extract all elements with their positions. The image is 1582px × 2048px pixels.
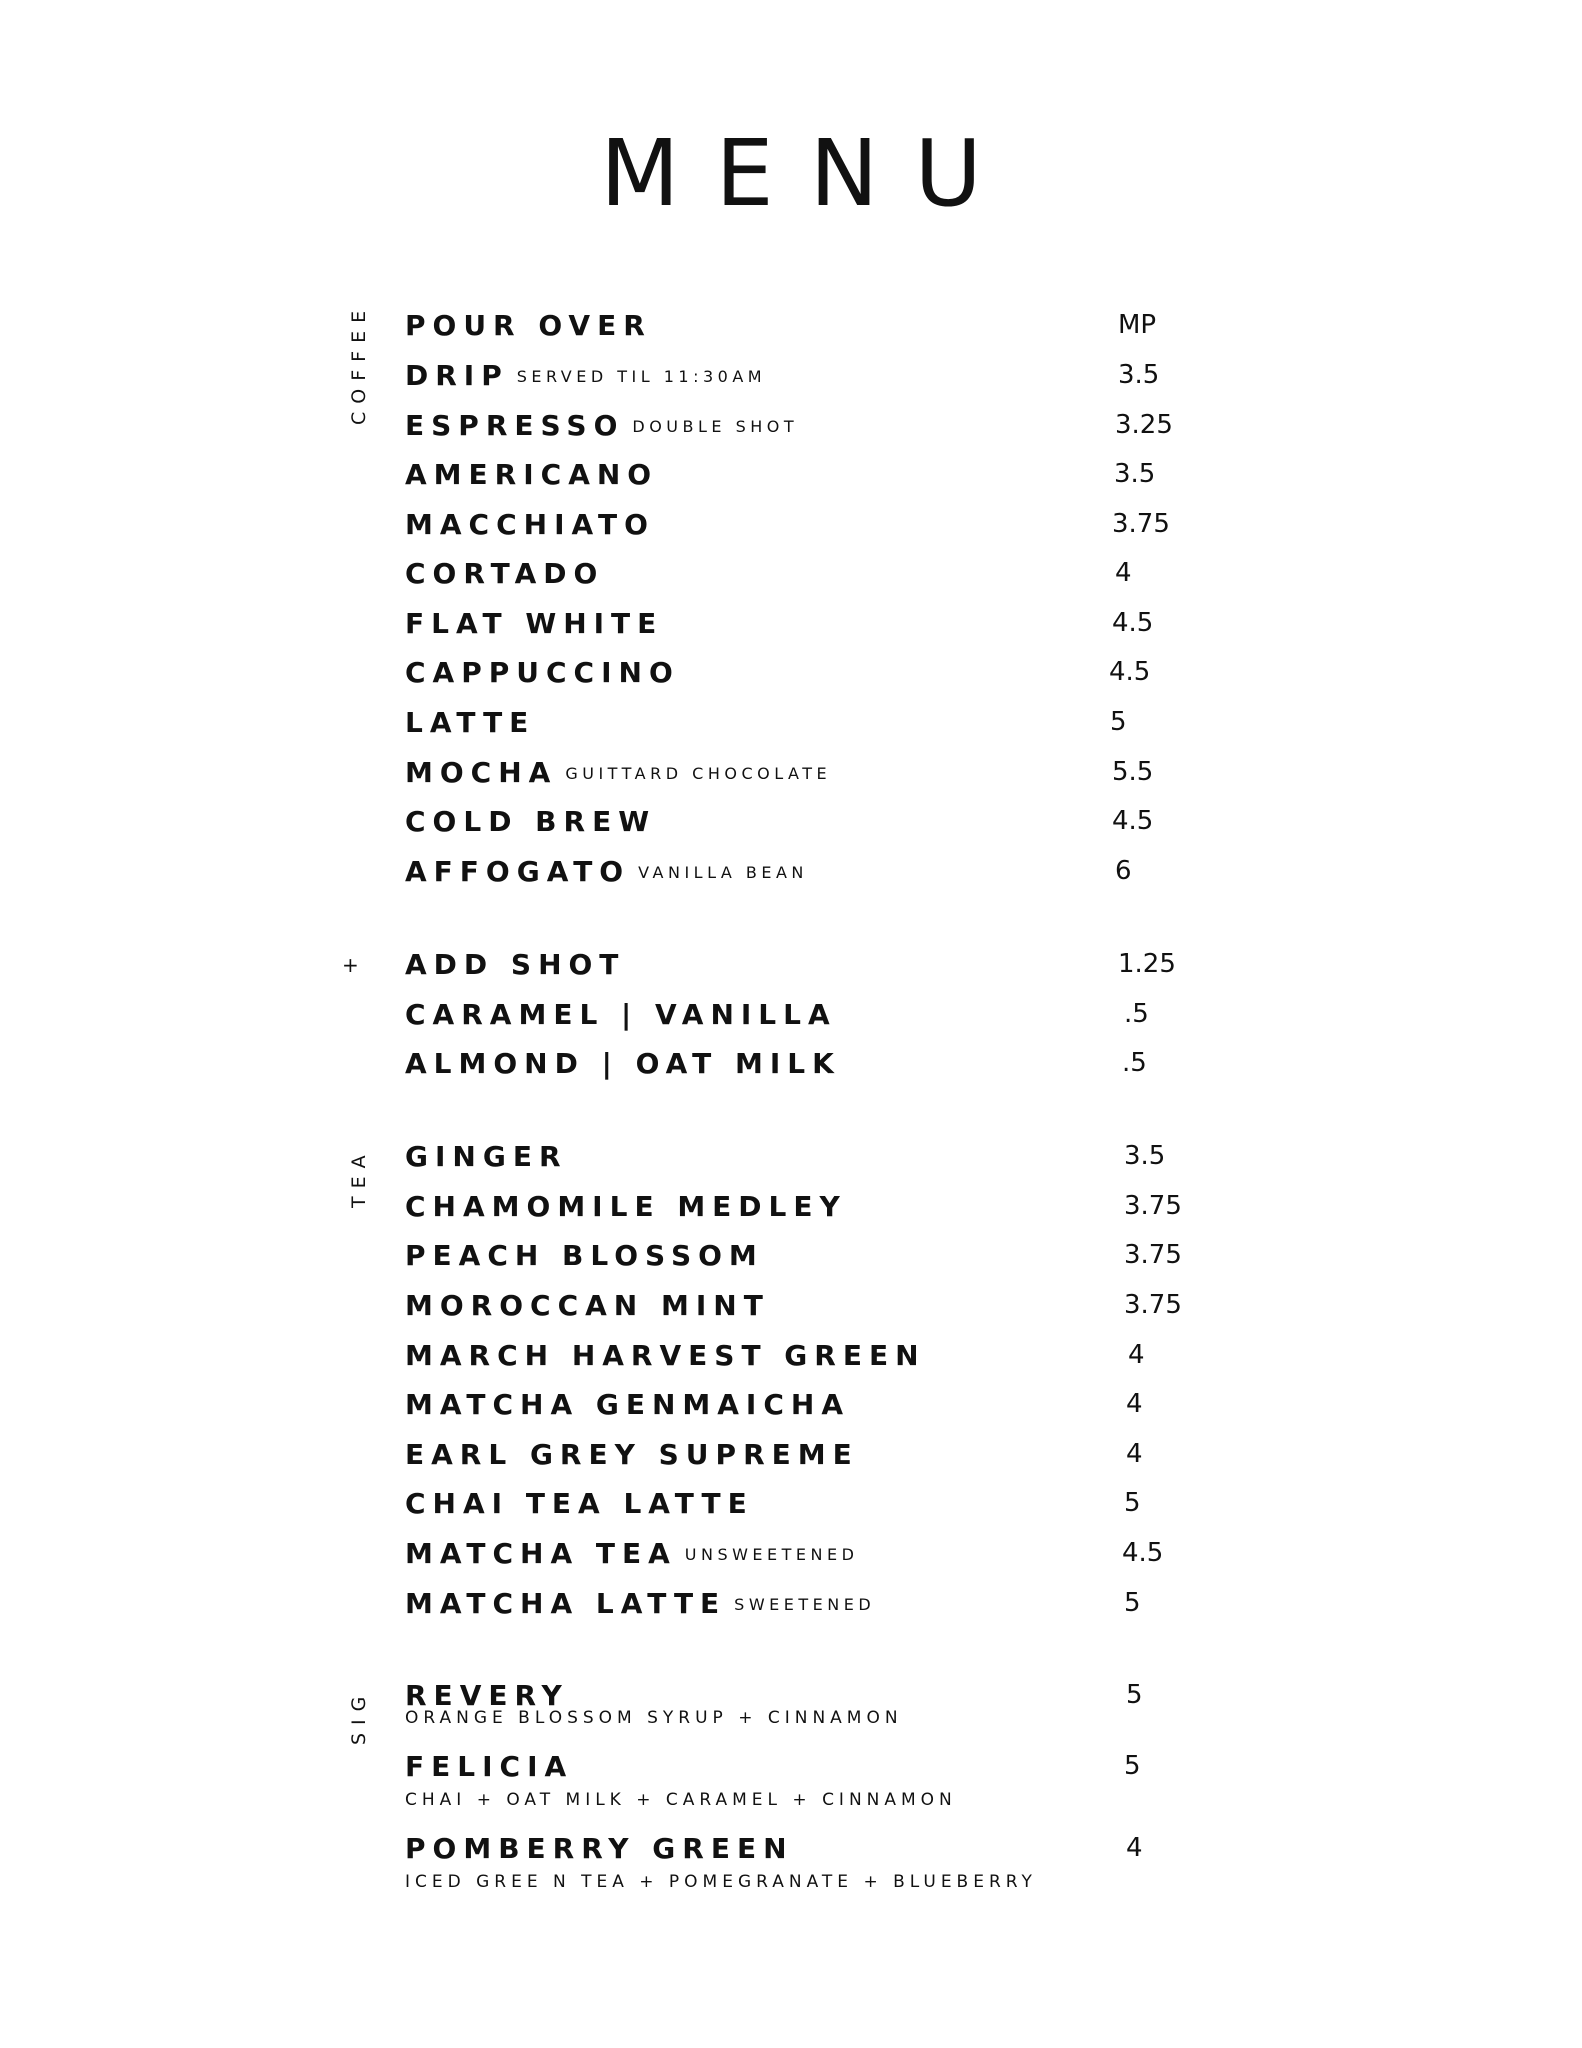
item-name: CAPPUCCINO [405,656,680,689]
item-name: DRIP [405,359,509,392]
item-note: GUITTARD CHOCOLATE [565,764,832,783]
item-price: 3.5 [1114,459,1156,489]
item-name: MARCH HARVEST GREEN [405,1339,926,1372]
menu-item [405,409,1405,452]
item-price: 4 [1126,1439,1143,1469]
item-name: CARAMEL | VANILLA [405,998,837,1031]
menu-item [405,998,1405,1041]
item-name: MATCHA GENMAICHA [405,1388,851,1421]
item-name: FLAT WHITE [405,607,664,640]
item-price: 6 [1115,856,1132,886]
menu-item [405,656,1405,699]
item-name: CHAI TEA LATTE [405,1487,754,1520]
item-price: 5 [1124,1488,1141,1518]
item-note: VANILLA BEAN [638,863,808,882]
item-price: 5 [1124,1751,1141,1781]
menu-item [405,1750,1405,1813]
item-price: 5 [1126,1680,1143,1710]
signature-section-label: SIG [348,1688,370,1745]
item-name: POUR OVER [405,309,652,342]
item-price: 4.5 [1122,1538,1164,1568]
menu-item [405,1537,1405,1580]
item-description: ICED GREE N TEA + POMEGRANATE + BLUEBERRY [405,1872,1037,1892]
item-note: DOUBLE SHOT [632,417,799,436]
item-name: MACCHIATO [405,508,655,541]
item-price: 3.75 [1124,1191,1182,1221]
item-name: CHAMOMILE MEDLEY [405,1190,847,1223]
item-name: AMERICANO [405,458,659,491]
coffee-section-label: COFFEE [348,302,370,425]
tea-section-label: TEA [348,1147,370,1208]
item-name: LATTE [405,706,536,739]
item-price: 5.5 [1112,757,1154,787]
item-description: CHAI + OAT MILK + CARAMEL + CINNAMON [405,1790,957,1810]
menu-item [405,607,1405,650]
item-name: COLD BREW [405,805,657,838]
menu-item [405,1239,1405,1282]
item-price: 4 [1115,558,1132,588]
item-note: UNSWEETENED [684,1545,859,1564]
menu-item [405,1140,1405,1183]
menu-item [405,458,1405,501]
item-name: MOROCCAN MINT [405,1289,770,1322]
menu-item [405,855,1405,898]
menu-item [405,1289,1405,1332]
item-note: SWEETENED [734,1595,876,1614]
item-price: 3.5 [1118,360,1160,390]
menu-item [405,1339,1405,1382]
menu-item [405,1438,1405,1481]
item-note: SERVED TIL 11:30AM [516,367,767,386]
item-price: 3.5 [1124,1141,1166,1171]
item-name: FELICIA [405,1750,574,1783]
item-price: 5 [1110,707,1127,737]
item-price: 3.25 [1115,410,1173,440]
item-name: GINGER [405,1140,568,1173]
item-price: .5 [1124,999,1149,1029]
menu-item [405,309,1405,352]
menu-item [405,1832,1405,1895]
item-name: MATCHA LATTE [405,1587,727,1620]
item-price: 3.75 [1112,509,1170,539]
item-price: 4 [1128,1340,1145,1370]
menu-item [405,805,1405,848]
menu-item [405,756,1405,799]
addons-section-label: + [342,953,359,977]
item-price: 4 [1126,1389,1143,1419]
item-name: CORTADO [405,557,605,590]
menu-item [405,1190,1405,1233]
menu-item [405,1679,1405,1742]
item-name: REVERY [405,1679,569,1712]
menu-item [405,1587,1405,1630]
item-price: 4.5 [1112,806,1154,836]
item-price: 4 [1126,1833,1143,1863]
item-price: 5 [1124,1588,1141,1618]
item-price: MP [1118,310,1157,340]
item-price: .5 [1122,1048,1147,1078]
menu-item [405,1047,1405,1090]
menu-item [405,1487,1405,1530]
item-name: MOCHA [405,756,558,789]
item-price: 3.75 [1124,1240,1182,1270]
item-name: ALMOND | OAT MILK [405,1047,841,1080]
menu-item [405,948,1405,991]
menu-item [405,557,1405,600]
item-name: POMBERRY GREEN [405,1832,794,1865]
menu-item [405,508,1405,551]
item-description: ORANGE BLOSSOM SYRUP + CINNAMON [405,1708,903,1728]
item-price: 3.75 [1124,1290,1182,1320]
menu-item [405,359,1405,402]
item-price: 1.25 [1118,949,1176,979]
item-name: AFFOGATO [405,855,631,888]
item-name: ADD SHOT [405,948,626,981]
menu-item [405,706,1405,749]
item-price: 4.5 [1112,608,1154,638]
menu-title: MENU [600,120,1018,227]
menu-item [405,1388,1405,1431]
item-name: EARL GREY SUPREME [405,1438,859,1471]
item-name: ESPRESSO [405,409,625,442]
item-name: MATCHA TEA [405,1537,677,1570]
item-name: PEACH BLOSSOM [405,1239,764,1272]
item-price: 4.5 [1109,657,1151,687]
